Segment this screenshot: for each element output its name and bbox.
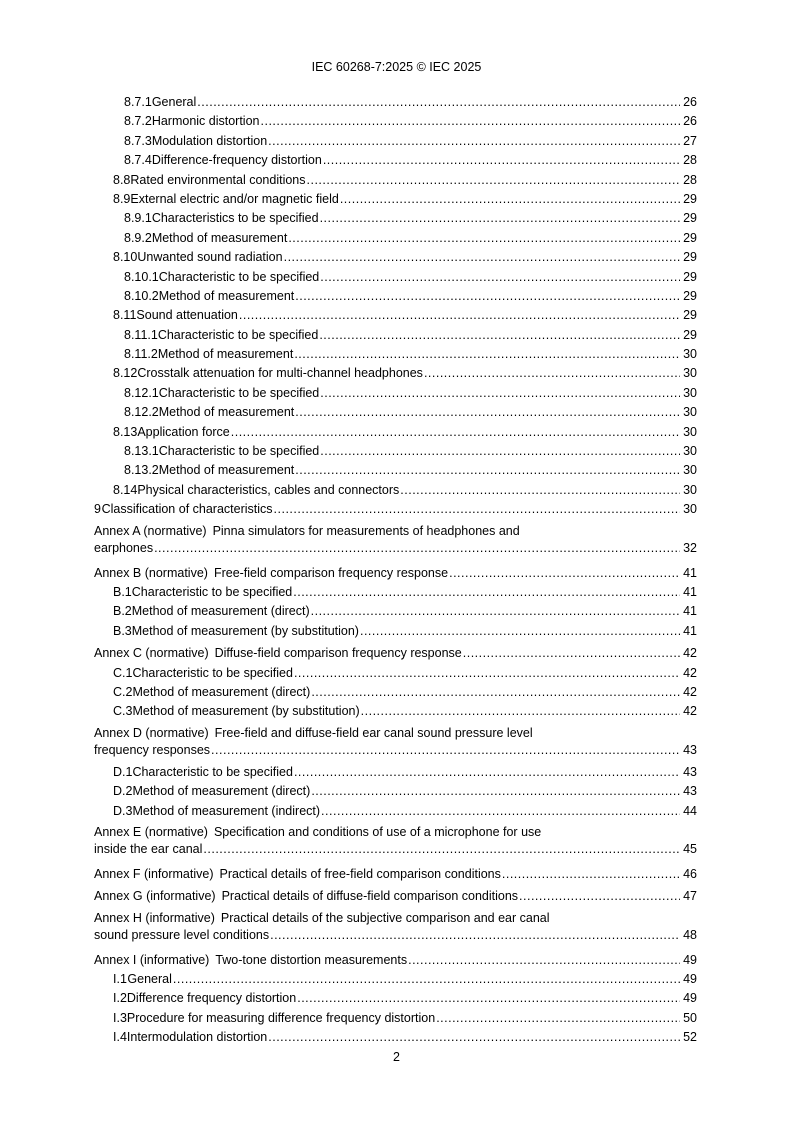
toc-entry-title: Pinna simulators for measurements of headphones and <box>212 523 520 538</box>
toc-entry[interactable] <box>0 887 793 906</box>
toc-entry-page: 29 <box>683 288 697 303</box>
toc-leader-dots <box>311 683 680 702</box>
toc-entry-title: Procedure for measuring difference frequency distortion <box>126 1010 436 1025</box>
toc-leader-dots <box>268 132 680 151</box>
toc-entry-title-continued: frequency responses <box>94 742 211 757</box>
toc-entry[interactable] <box>0 644 793 663</box>
toc-entry[interactable] <box>0 151 793 170</box>
toc-leader-dots <box>297 989 680 1008</box>
toc-leader-dots <box>320 209 680 228</box>
toc-entry-number: 9 <box>94 502 101 517</box>
toc-entry-number: I.1 <box>113 972 127 987</box>
toc-entry-page: 49 <box>683 972 697 987</box>
toc-entry-page: 43 <box>683 742 697 757</box>
toc-leader-dots <box>408 951 680 970</box>
toc-entry-number: Annex H (informative) <box>94 910 215 925</box>
toc-leader-dots <box>463 644 680 663</box>
toc-entry-page: 30 <box>683 463 697 478</box>
toc-entry[interactable] <box>0 345 793 364</box>
toc-entry-title: Rated environmental conditions <box>130 172 306 187</box>
toc-leader-dots <box>321 802 680 821</box>
toc-entry-title: Practical details of free-field comparison conditions <box>219 866 501 881</box>
toc-entry-title-continued: sound pressure level conditions <box>94 927 270 942</box>
toc-entry-number: B.2 <box>113 604 132 619</box>
toc-entry-title: Method of measurement <box>158 288 295 303</box>
toc-entry[interactable] <box>0 93 793 112</box>
toc-leader-dots <box>519 887 680 906</box>
toc-leader-dots <box>239 306 680 325</box>
toc-entry[interactable] <box>0 364 793 383</box>
toc-entry-number: 8.8 <box>113 172 131 187</box>
toc-leader-dots <box>173 970 680 989</box>
toc-entry[interactable] <box>0 951 793 970</box>
toc-entry[interactable] <box>0 461 793 480</box>
toc-leader-dots <box>360 622 680 641</box>
toc-entry[interactable] <box>0 782 793 801</box>
toc-entry-page: 48 <box>683 927 697 942</box>
toc-entry[interactable] <box>0 229 793 248</box>
toc-leader-dots <box>295 287 680 306</box>
toc-entry-number: Annex I (informative) <box>94 952 210 967</box>
toc-entry-page: 29 <box>683 308 697 323</box>
toc-leader-dots <box>320 384 680 403</box>
toc-entry-page: 29 <box>683 269 697 284</box>
toc-entry-title: General <box>127 972 172 987</box>
toc-entry-page: 30 <box>683 424 697 439</box>
toc-entry-title: Method of measurement (direct) <box>132 784 311 799</box>
toc-leader-dots <box>294 664 680 683</box>
toc-entry-title: Free-field comparison frequency response <box>213 565 449 580</box>
toc-entry[interactable] <box>0 683 793 702</box>
toc-entry-number: 8.7.4 <box>124 153 152 168</box>
toc-leader-dots <box>293 583 680 602</box>
toc-entry[interactable] <box>0 190 793 209</box>
toc-leader-dots <box>361 702 680 721</box>
toc-entry-number: 8.12.2 <box>124 405 159 420</box>
toc-entry-title: Diffuse-field comparison frequency response <box>214 646 462 661</box>
toc-entry-number: 8.13.2 <box>124 463 159 478</box>
toc-entry-number: 8.11.1 <box>124 327 158 342</box>
toc-entry-number: 8.11.2 <box>124 347 158 362</box>
toc-leader-dots <box>154 540 680 557</box>
toc-leader-dots <box>319 326 680 345</box>
toc-entry[interactable] <box>0 523 793 561</box>
toc-leader-dots <box>340 190 680 209</box>
toc-entry-number: D.2 <box>113 784 133 799</box>
toc-entry-number: 8.10.2 <box>124 288 159 303</box>
toc-entry-number: 8.7.3 <box>124 133 152 148</box>
toc-leader-dots <box>288 229 680 248</box>
toc-entry[interactable] <box>0 970 793 989</box>
toc-entry-title: Characteristic to be specified <box>158 444 320 459</box>
toc-entry-number: C.1 <box>113 665 133 680</box>
toc-entry-page: 26 <box>683 114 697 129</box>
toc-entry[interactable] <box>0 500 793 519</box>
toc-entry[interactable] <box>0 209 793 228</box>
toc-leader-dots <box>203 841 680 858</box>
toc-entry-title: Classification of characteristics <box>101 502 273 517</box>
toc-entry[interactable] <box>0 989 793 1008</box>
toc-entry-title-continued: earphones <box>94 540 154 555</box>
toc-entry-page: 29 <box>683 191 697 206</box>
toc-entry-number: 8.10.1 <box>124 269 159 284</box>
toc-entry-page: 41 <box>683 604 697 619</box>
toc-entry-page: 49 <box>683 991 697 1006</box>
toc-entry-title: Method of measurement (by substitution) <box>132 704 360 719</box>
toc-entry-number: 8.9.2 <box>124 230 152 245</box>
toc-entry-page: 42 <box>683 665 697 680</box>
toc-leader-dots <box>294 763 680 782</box>
page-number: 2 <box>393 1050 400 1064</box>
toc-entry[interactable] <box>0 248 793 267</box>
toc-entry[interactable] <box>0 171 793 190</box>
toc-entry-title: Harmonic distortion <box>151 114 260 129</box>
toc-entry[interactable] <box>0 268 793 287</box>
toc-entry[interactable] <box>0 442 793 461</box>
toc-entry-page: 30 <box>683 444 697 459</box>
toc-leader-dots <box>197 93 680 112</box>
toc-entry-number: 8.9 <box>113 191 131 206</box>
toc-entry-number: 8.11 <box>113 308 137 323</box>
toc-leader-dots <box>320 268 680 287</box>
toc-entry[interactable] <box>0 725 793 763</box>
toc-entry-number: Annex B (normative) <box>94 565 208 580</box>
toc-entry[interactable] <box>0 306 793 325</box>
toc-entry-page: 44 <box>683 803 697 818</box>
toc-leader-dots <box>294 345 680 364</box>
toc-entry-title: Characteristics to be specified <box>151 211 319 226</box>
toc-entry-page: 30 <box>683 385 697 400</box>
toc-entry-number: Annex C (normative) <box>94 646 209 661</box>
toc-entry-number: C.2 <box>113 684 133 699</box>
toc-entry-page: 27 <box>683 133 697 148</box>
toc-entry-page: 28 <box>683 153 697 168</box>
toc-entry-page: 28 <box>683 172 697 187</box>
toc-entry-number: B.3 <box>113 623 132 638</box>
toc-entry-page: 47 <box>683 889 697 904</box>
toc-entry-page: 26 <box>683 95 697 109</box>
toc-entry[interactable] <box>0 583 793 602</box>
toc-entry-number: D.1 <box>113 764 133 779</box>
toc-entry-title: Method of measurement <box>151 230 288 245</box>
toc-entry[interactable] <box>0 287 793 306</box>
toc-entry-page: 29 <box>683 230 697 245</box>
toc-entry-number: 8.9.1 <box>124 211 152 226</box>
toc-leader-dots <box>400 481 680 500</box>
toc-entry[interactable] <box>0 763 793 782</box>
toc-entry-title: Method of measurement <box>158 463 295 478</box>
toc-entry-page: 30 <box>683 366 697 381</box>
toc-entry[interactable] <box>0 702 793 721</box>
toc-leader-dots <box>424 364 680 383</box>
toc-entry[interactable] <box>0 910 793 948</box>
toc-entry-title: Sound attenuation <box>136 308 238 323</box>
toc-entry-number: 8.13.1 <box>124 444 159 459</box>
toc-entry-page: 46 <box>683 866 697 881</box>
toc-entry-number: 8.13 <box>113 424 138 439</box>
toc-entry[interactable] <box>0 423 793 442</box>
page-header: IEC 60268-7:2025 © IEC 2025 <box>311 60 482 74</box>
toc-leader-dots <box>307 171 681 190</box>
toc-entry-page: 42 <box>683 704 697 719</box>
toc-entry[interactable] <box>0 824 793 862</box>
toc-entry-title: Two-tone distortion measurements <box>215 952 408 967</box>
toc-entry-number: 8.12 <box>113 366 138 381</box>
toc-entry-number: B.1 <box>113 584 132 599</box>
toc-leader-dots <box>261 112 681 131</box>
toc-leader-dots <box>320 442 680 461</box>
toc-entry-title: Modulation distortion <box>151 133 268 148</box>
toc-entry[interactable] <box>0 481 793 500</box>
toc-entry-page: 30 <box>683 405 697 420</box>
toc-leader-dots <box>436 1009 680 1028</box>
toc-entry-number: Annex D (normative) <box>94 725 209 740</box>
toc-leader-dots <box>323 151 680 170</box>
toc-entry-page: 41 <box>683 584 697 599</box>
toc-entry-title: Characteristic to be specified <box>132 764 293 779</box>
toc-leader-dots <box>449 564 680 583</box>
toc-entry-number: 8.14 <box>113 482 138 497</box>
toc-entry-title: Difference-frequency distortion <box>151 153 322 168</box>
toc-entry[interactable] <box>0 802 793 821</box>
toc-entry-page: 29 <box>683 250 697 265</box>
toc-entry-page: 29 <box>683 327 697 342</box>
toc-entry-number: C.3 <box>113 704 133 719</box>
toc-entry[interactable] <box>0 1028 793 1047</box>
toc-entry-title: Method of measurement (direct) <box>132 684 311 699</box>
toc-entry-page: 45 <box>683 841 697 856</box>
toc-entry-page: 32 <box>683 540 697 555</box>
toc-entry[interactable] <box>0 602 793 621</box>
toc-entry-number: 8.7.1 <box>124 95 152 109</box>
toc-entry-page: 50 <box>683 1010 697 1025</box>
toc-entry[interactable] <box>0 664 793 683</box>
toc-leader-dots <box>311 602 680 621</box>
toc-leader-dots <box>268 1028 680 1047</box>
toc-entry[interactable] <box>0 112 793 131</box>
toc-entry[interactable] <box>0 326 793 345</box>
toc-entry-title: Method of measurement (direct) <box>131 604 310 619</box>
toc-entry-page: 52 <box>683 1030 697 1045</box>
toc-entry-title: Specification and conditions of use of a microphone for use <box>213 824 542 839</box>
toc-leader-dots <box>231 423 680 442</box>
toc-entry-number: I.4 <box>113 1030 127 1045</box>
toc-leader-dots <box>295 403 680 422</box>
toc-entry[interactable] <box>0 622 793 641</box>
toc-entry-page: 42 <box>683 646 697 661</box>
toc-entry-title: Characteristic to be specified <box>132 665 293 680</box>
toc-entry-number: D.3 <box>113 803 133 818</box>
toc-entry[interactable] <box>0 403 793 422</box>
toc-leader-dots <box>502 865 680 884</box>
toc-entry-page: 42 <box>683 684 697 699</box>
toc-leader-dots <box>270 927 680 944</box>
toc-entry-page: 43 <box>683 764 697 779</box>
toc-entry-number: Annex A (normative) <box>94 523 207 538</box>
toc-entry-page: 29 <box>683 211 697 226</box>
toc-entry-page: 41 <box>683 565 697 580</box>
toc-leader-dots <box>295 461 680 480</box>
toc-entry-title: Method of measurement <box>157 347 294 362</box>
table-of-contents <box>0 93 793 1048</box>
toc-entry-title: Free-field and diffuse-field ear canal sound pressure level <box>214 725 533 740</box>
toc-entry-number: I.2 <box>113 991 127 1006</box>
toc-entry[interactable] <box>0 1009 793 1028</box>
toc-entry-title: Characteristic to be specified <box>158 385 320 400</box>
toc-entry-number: Annex E (normative) <box>94 824 208 839</box>
toc-entry-title: Practical details of diffuse-field comparison conditions <box>221 889 519 904</box>
toc-entry-title: Intermodulation distortion <box>126 1030 268 1045</box>
toc-entry-title: Application force <box>137 424 230 439</box>
toc-entry-title: Physical characteristics, cables and connectors <box>137 482 400 497</box>
toc-entry-title: Method of measurement <box>158 405 295 420</box>
toc-entry-page: 30 <box>683 347 697 362</box>
toc-entry-title: Unwanted sound radiation <box>137 250 283 265</box>
toc-entry-page: 41 <box>683 623 697 638</box>
toc-entry[interactable] <box>0 384 793 403</box>
toc-leader-dots <box>284 248 680 267</box>
toc-entry-page: 30 <box>683 482 697 497</box>
toc-entry-title: External electric and/or magnetic field <box>130 191 339 206</box>
toc-entry-title: Practical details of the subjective comparison and ear canal <box>220 910 550 925</box>
toc-entry-title: Characteristic to be specified <box>158 269 320 284</box>
toc-entry-title: Characteristic to be specified <box>157 327 319 342</box>
toc-entry[interactable] <box>0 564 793 583</box>
toc-entry-page: 43 <box>683 784 697 799</box>
toc-entry-number: I.3 <box>113 1010 127 1025</box>
toc-entry-number: 8.7.2 <box>124 114 152 129</box>
toc-leader-dots <box>211 742 680 759</box>
toc-entry[interactable] <box>0 132 793 151</box>
toc-leader-dots <box>311 782 680 801</box>
toc-entry-number: 8.10 <box>113 250 138 265</box>
toc-entry-title: Difference frequency distortion <box>126 991 297 1006</box>
toc-entry-page: 30 <box>683 502 697 517</box>
toc-entry-title: General <box>151 95 197 109</box>
toc-entry-title: Method of measurement (indirect) <box>132 803 321 818</box>
toc-entry-page: 49 <box>683 952 697 967</box>
toc-leader-dots <box>274 500 680 519</box>
toc-entry-number: Annex G (informative) <box>94 889 216 904</box>
toc-entry-title-continued: inside the ear canal <box>94 841 203 856</box>
toc-entry-number: Annex F (informative) <box>94 866 214 881</box>
toc-entry[interactable] <box>0 865 793 884</box>
toc-entry-title: Crosstalk attenuation for multi-channel headphones <box>137 366 423 381</box>
toc-entry-title: Method of measurement (by substitution) <box>131 623 359 638</box>
toc-entry-number: 8.12.1 <box>124 385 159 400</box>
toc-entry-title: Characteristic to be specified <box>131 584 293 599</box>
